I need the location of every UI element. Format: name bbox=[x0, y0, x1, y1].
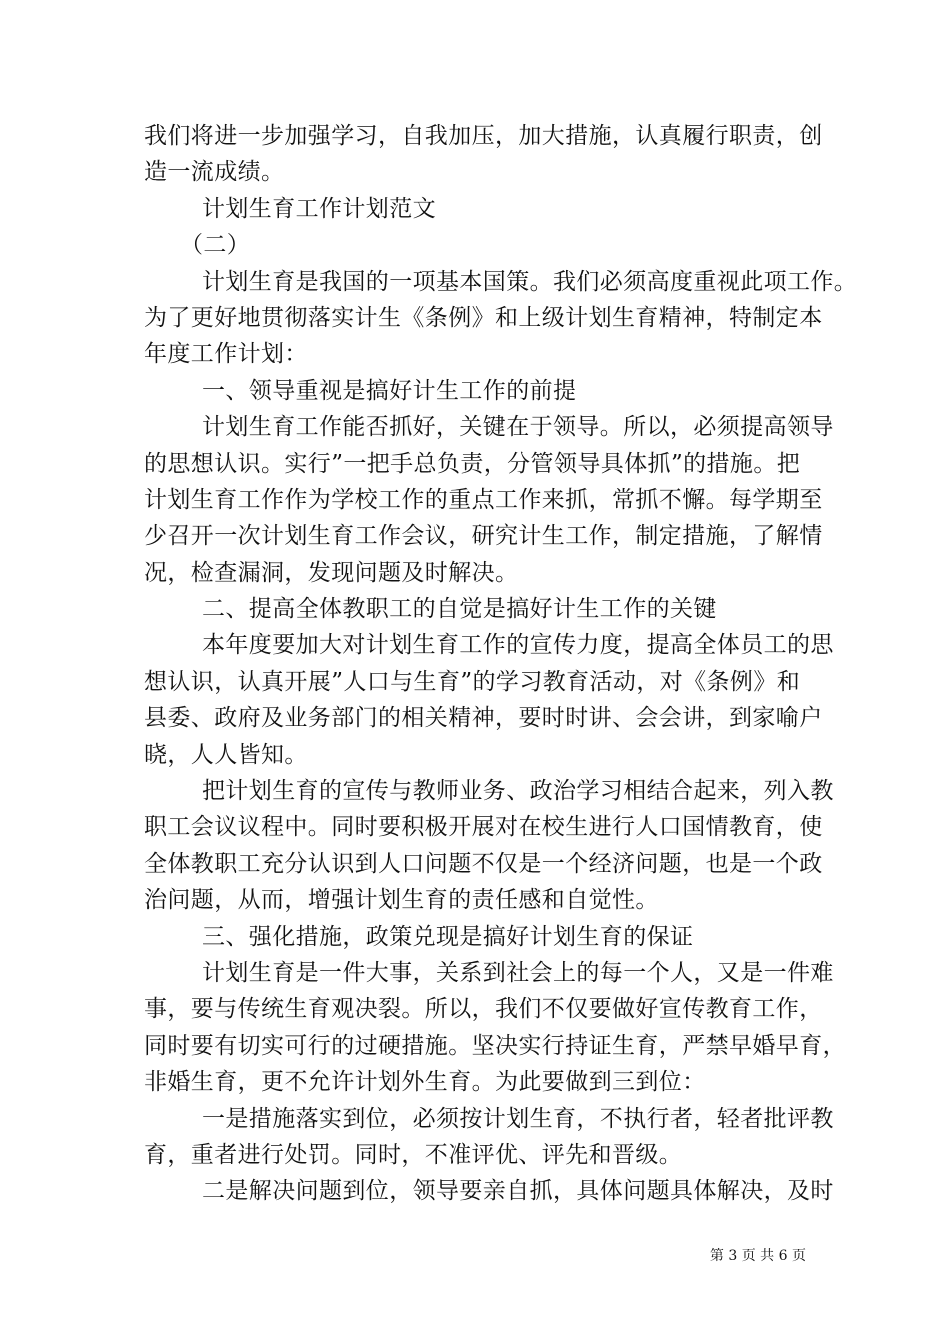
text-line: 本年度要加大对计划生育工作的宣传力度，提高全体员工的思 bbox=[202, 632, 834, 659]
text-line: 晓，人人皆知。 bbox=[144, 741, 308, 768]
text-line: 况，检查漏洞，发现问题及时解决。 bbox=[144, 559, 519, 586]
text-line: 全体教职工充分认识到人口问题不仅是一个经济问题，也是一个政 bbox=[144, 850, 823, 877]
text-line: 非婚生育，更不允许计划外生育。为此要做到三到位： bbox=[144, 1069, 706, 1096]
text-line: 同时要有切实可行的过硬措施。坚决实行持证生育，严禁早婚早育， bbox=[144, 1032, 846, 1059]
text-line: 二是解决问题到位，领导要亲自抓，具体问题具体解决，及时 bbox=[202, 1178, 834, 1205]
text-line: 造一流成绩。 bbox=[144, 159, 285, 186]
text-line: 计划生育是一件大事，关系到社会上的每一个人，又是一件难 bbox=[202, 959, 834, 986]
text-line: 为了更好地贯彻落实计生《条例》和上级计划生育精神，特制定本 bbox=[144, 304, 823, 331]
text-line: 事，要与传统生育观决裂。所以，我们不仅要做好宣传教育工作， bbox=[144, 996, 823, 1023]
text-line: 计划生育是我国的一项基本国策。我们必须高度重视此项工作。 bbox=[202, 268, 858, 295]
text-line: 职工会议议程中。同时要积极开展对在校生进行人口国情教育，使 bbox=[144, 814, 823, 841]
text-line: 计划生育工作能否抓好，关键在于领导。所以，必须提高领导 bbox=[202, 414, 834, 441]
document-body bbox=[144, 118, 858, 1210]
text-line: 育，重者进行处罚。同时，不准评优、评先和晋级。 bbox=[144, 1141, 683, 1168]
heading-1: 一、领导重视是搞好计生工作的前提 bbox=[202, 377, 577, 404]
section-number: （二） bbox=[180, 232, 251, 259]
text-line: 年度工作计划： bbox=[144, 341, 308, 368]
text-line: 治问题，从而，增强计划生育的责任感和自觉性。 bbox=[144, 887, 659, 914]
text-line: 的思想认识。实行”一把手总负责，分管领导具体抓”的措施。把 bbox=[144, 450, 801, 477]
page-number: 第 3 页 共 6 页 bbox=[709, 1248, 806, 1264]
text-line: 想认识，认真开展”人口与生育”的学习教育活动，对《条例》和 bbox=[144, 668, 801, 695]
section-title: 计划生育工作计划范文 bbox=[202, 195, 436, 222]
text-line: 把计划生育的宣传与教师业务、政治学习相结合起来，列入教 bbox=[202, 778, 834, 805]
heading-2: 二、提高全体教职工的自觉是搞好计生工作的关键 bbox=[202, 596, 717, 623]
text-line: 计划生育工作作为学校工作的重点工作来抓，常抓不懈。每学期至 bbox=[144, 486, 823, 513]
text-line: 少召开一次计划生育工作会议，研究计生工作，制定措施，了解情 bbox=[144, 523, 823, 550]
text-line: 一是措施落实到位，必须按计划生育，不执行者，轻者批评教 bbox=[202, 1105, 834, 1132]
text-line: 县委、政府及业务部门的相关精神，要时时讲、会会讲，到家喻户 bbox=[144, 705, 823, 732]
text-line: 我们将进一步加强学习，自我加压，加大措施，认真履行职责，创 bbox=[144, 123, 823, 149]
heading-3: 三、强化措施，政策兑现是搞好计划生育的保证 bbox=[202, 923, 694, 950]
